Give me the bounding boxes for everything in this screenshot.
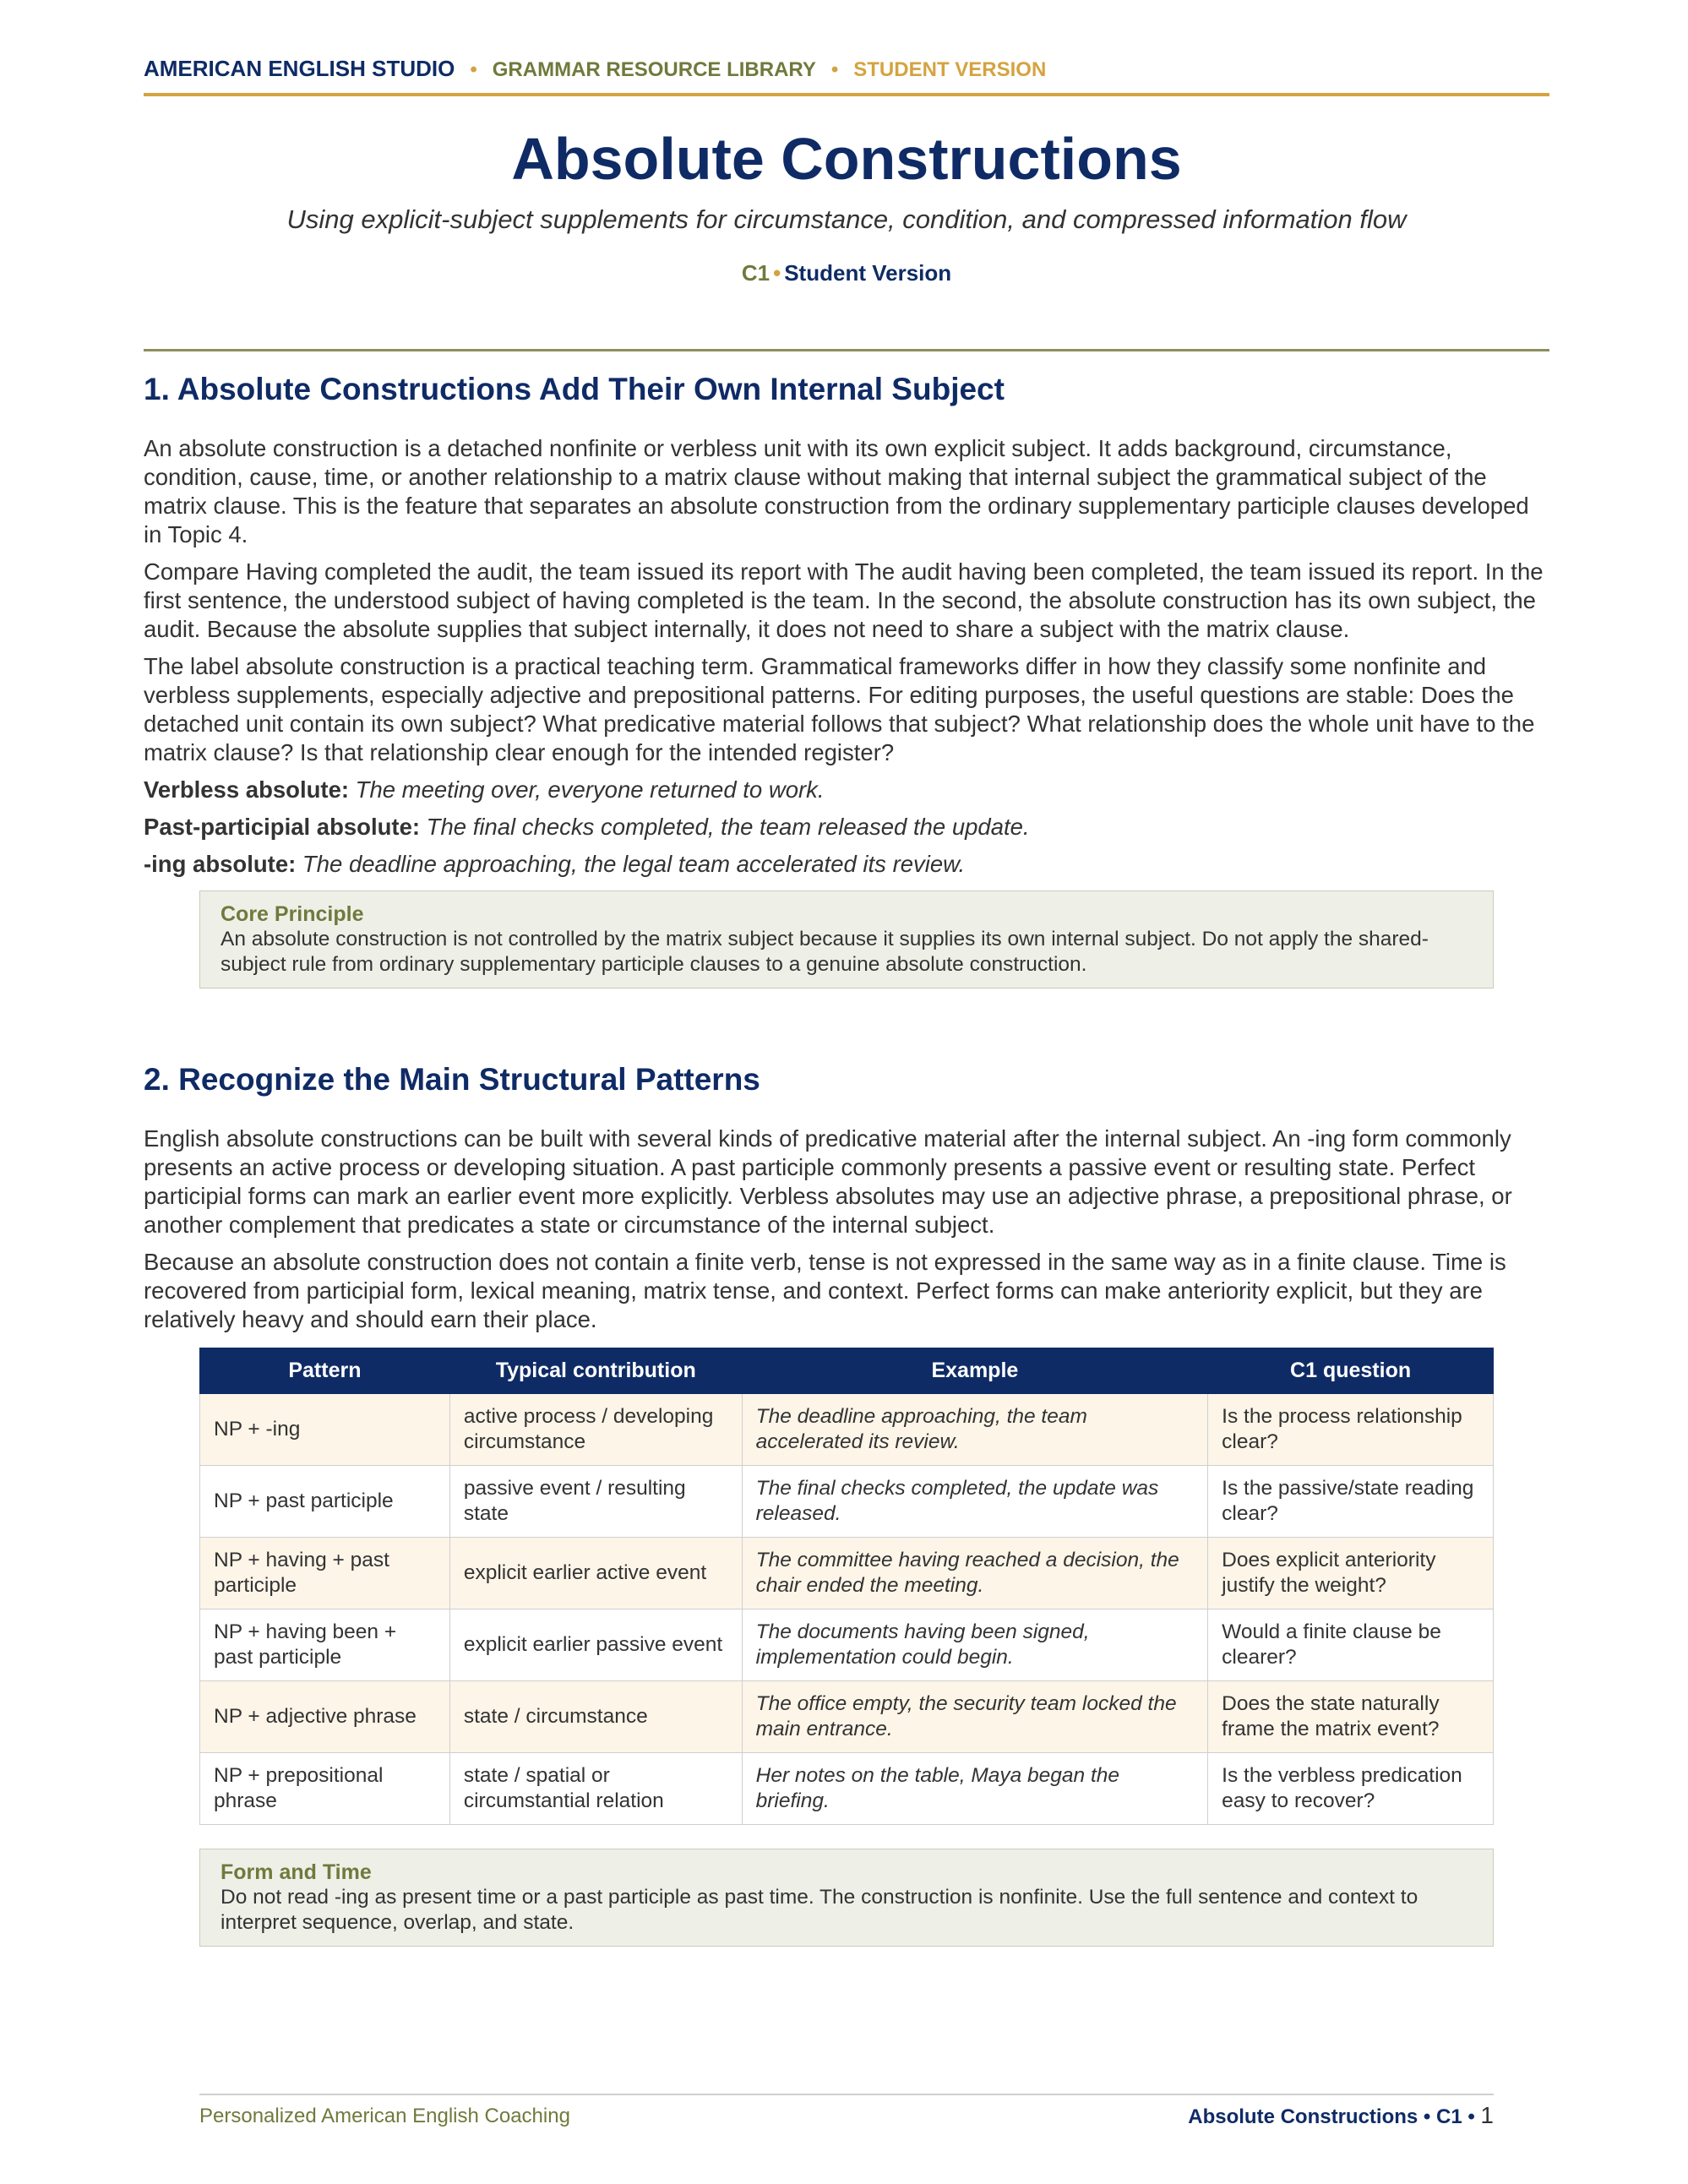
column-header: Pattern (200, 1348, 450, 1394)
table-header-row (200, 1348, 1494, 1394)
table-row (200, 1681, 1494, 1753)
header-library: GRAMMAR RESOURCE LIBRARY (492, 58, 816, 81)
footer-doc-label: Absolute Constructions • C1 • (1188, 2105, 1475, 2128)
pattern-cell: NP + having + past participle (200, 1538, 450, 1609)
page-title: Absolute Constructions (511, 126, 1182, 192)
pattern-cell: NP + -ing (200, 1394, 450, 1466)
footer-rule (199, 2094, 1494, 2095)
contribution-cell: explicit earlier passive event (449, 1609, 742, 1681)
pattern-cell: NP + past participle (200, 1466, 450, 1538)
paragraph: English absolute constructions can be built with several kinds of predicative material after the internal subject. An -ing form commonly presents an active process or developing situation. A past participle commonly presents a passive event or resulting state. Perfect participial forms can mark an earlier event more explicitly. Verbless absolutes may use an adjective phrase, a prepositional phrase, or another complement that predicates a state or circumstance of the internal subject. (144, 1125, 1512, 1238)
question-cell: Does explicit anteriority justify the weight? (1208, 1538, 1494, 1609)
question-cell: Does the state naturally frame the matrix event? (1208, 1681, 1494, 1753)
contribution-cell: state / circumstance (449, 1681, 742, 1753)
section-1 (144, 372, 1549, 989)
callout-body: An absolute construction is not controlled by the matrix subject because it supplies its own internal subject. Do not apply the shared-subject rule from ordinary supplementary participle clauses to a genuine absolute construction. (221, 928, 1429, 976)
section-heading: 1. Absolute Constructions Add Their Own Internal Subject (144, 372, 1005, 406)
example-text: The meeting over, everyone returned to work. (355, 776, 825, 803)
column-header: Typical contribution (449, 1348, 742, 1394)
header-rule (144, 93, 1549, 96)
level-label: Student Version (784, 260, 952, 286)
form-and-time-callout (199, 1849, 1494, 1947)
section-2 (144, 1062, 1549, 1947)
patterns-table (199, 1348, 1494, 1825)
running-header (144, 56, 1549, 82)
callout-body: Do not read -ing as present time or a past participle as past time. The construction is nonfinite. Use the full sentence and context to interpret sequence, overlap, and state. (221, 1886, 1418, 1934)
header-separator: • (470, 58, 477, 81)
example-text: The final checks completed, the team released the update. (426, 814, 1030, 840)
contribution-cell: passive event / resulting state (449, 1466, 742, 1538)
page-subtitle: Using explicit-subject supplements for circumstance, condition, and compressed information flow (286, 204, 1407, 234)
pattern-cell: NP + prepositional phrase (200, 1753, 450, 1825)
example-label: Past-participial absolute: (144, 814, 421, 840)
example-text: The deadline approaching, the legal team accelerated its review. (302, 851, 966, 877)
question-cell: Is the passive/state reading clear? (1208, 1466, 1494, 1538)
contribution-cell: active process / developing circumstance (449, 1394, 742, 1466)
question-cell: Would a finite clause be clearer? (1208, 1609, 1494, 1681)
paragraph: The label absolute construction is a practical teaching term. Grammatical frameworks differ in how they classify some nonfinite and verbless supplements, especially adjective and prepositional patterns. For editing purposes, the useful questions are stable: Does the detached unit contain its own subject? What predicative material follows that subject? What relationship does the whole unit have to the matrix clause? Is that relationship clear enough for the intended register? (144, 653, 1535, 765)
question-cell: Is the verbless predication easy to recover? (1208, 1753, 1494, 1825)
table-row (200, 1538, 1494, 1609)
core-principle-callout (199, 890, 1494, 989)
level-line (144, 260, 1549, 286)
paragraph: Compare Having completed the audit, the team issued its report with The audit having been completed, the team issued its report. In the first sentence, the understood subject of having completed is the team. In the second, the absolute construction has its own subject, the audit. Because the absolute supplies that subject internally, it does not need to share a subject with the matrix clause. (144, 558, 1544, 642)
example-cell: The committee having reached a decision, the chair ended the meeting. (742, 1538, 1208, 1609)
example-line (144, 850, 1549, 879)
example-cell: The office empty, the security team locked the main entrance. (742, 1681, 1208, 1753)
contribution-cell: explicit earlier active event (449, 1538, 742, 1609)
footer-tagline: Personalized American English Coaching (199, 2105, 570, 2127)
footer-page-info (1188, 2102, 1494, 2129)
example-line (144, 813, 1549, 841)
level-code: C1 (741, 260, 770, 286)
section-heading: 2. Recognize the Main Structural Patterns (144, 1062, 760, 1097)
question-cell: Is the process relationship clear? (1208, 1394, 1494, 1466)
title-divider (144, 349, 1549, 351)
pattern-cell: NP + adjective phrase (200, 1681, 450, 1753)
level-separator: • (773, 260, 781, 286)
column-header: C1 question (1208, 1348, 1494, 1394)
page-number: 1 (1480, 2102, 1494, 2128)
header-brand: AMERICAN ENGLISH STUDIO (144, 56, 455, 81)
pattern-cell: NP + having been + past participle (200, 1609, 450, 1681)
header-separator: • (830, 58, 839, 81)
example-line (144, 776, 1549, 804)
paragraph: An absolute construction is a detached nonfinite or verbless unit with its own explicit subject. It adds background, circumstance, condition, cause, time, or another relationship to a matrix clause without making that internal subject the grammatical subject of the matrix clause. This is the feature that separates an absolute construction from the ordinary supplementary participle clauses developed in Topic 4. (144, 435, 1529, 547)
table-row (200, 1466, 1494, 1538)
example-cell: Her notes on the table, Maya began the briefing. (742, 1753, 1208, 1825)
example-cell: The deadline approaching, the team accelerated its review. (742, 1394, 1208, 1466)
callout-title: Core Principle (221, 902, 364, 926)
paragraph: Because an absolute construction does not contain a finite verb, tense is not expressed in the same way as in a finite clause. Time is recovered from participial form, lexical meaning, matrix tense, and context. Perfect forms can make anteriority explicit, but they are relatively heavy and should earn their place. (144, 1249, 1506, 1332)
table-row (200, 1609, 1494, 1681)
example-cell: The final checks completed, the update was released. (742, 1466, 1208, 1538)
header-version: STUDENT VERSION (853, 58, 1047, 81)
table-row (200, 1753, 1494, 1825)
example-cell: The documents having been signed, implementation could begin. (742, 1609, 1208, 1681)
callout-title: Form and Time (221, 1860, 372, 1884)
contribution-cell: state / spatial or circumstantial relation (449, 1753, 742, 1825)
table-row (200, 1394, 1494, 1466)
example-label: Verbless absolute: (144, 776, 350, 803)
column-header: Example (742, 1348, 1208, 1394)
example-label: -ing absolute: (144, 851, 297, 877)
